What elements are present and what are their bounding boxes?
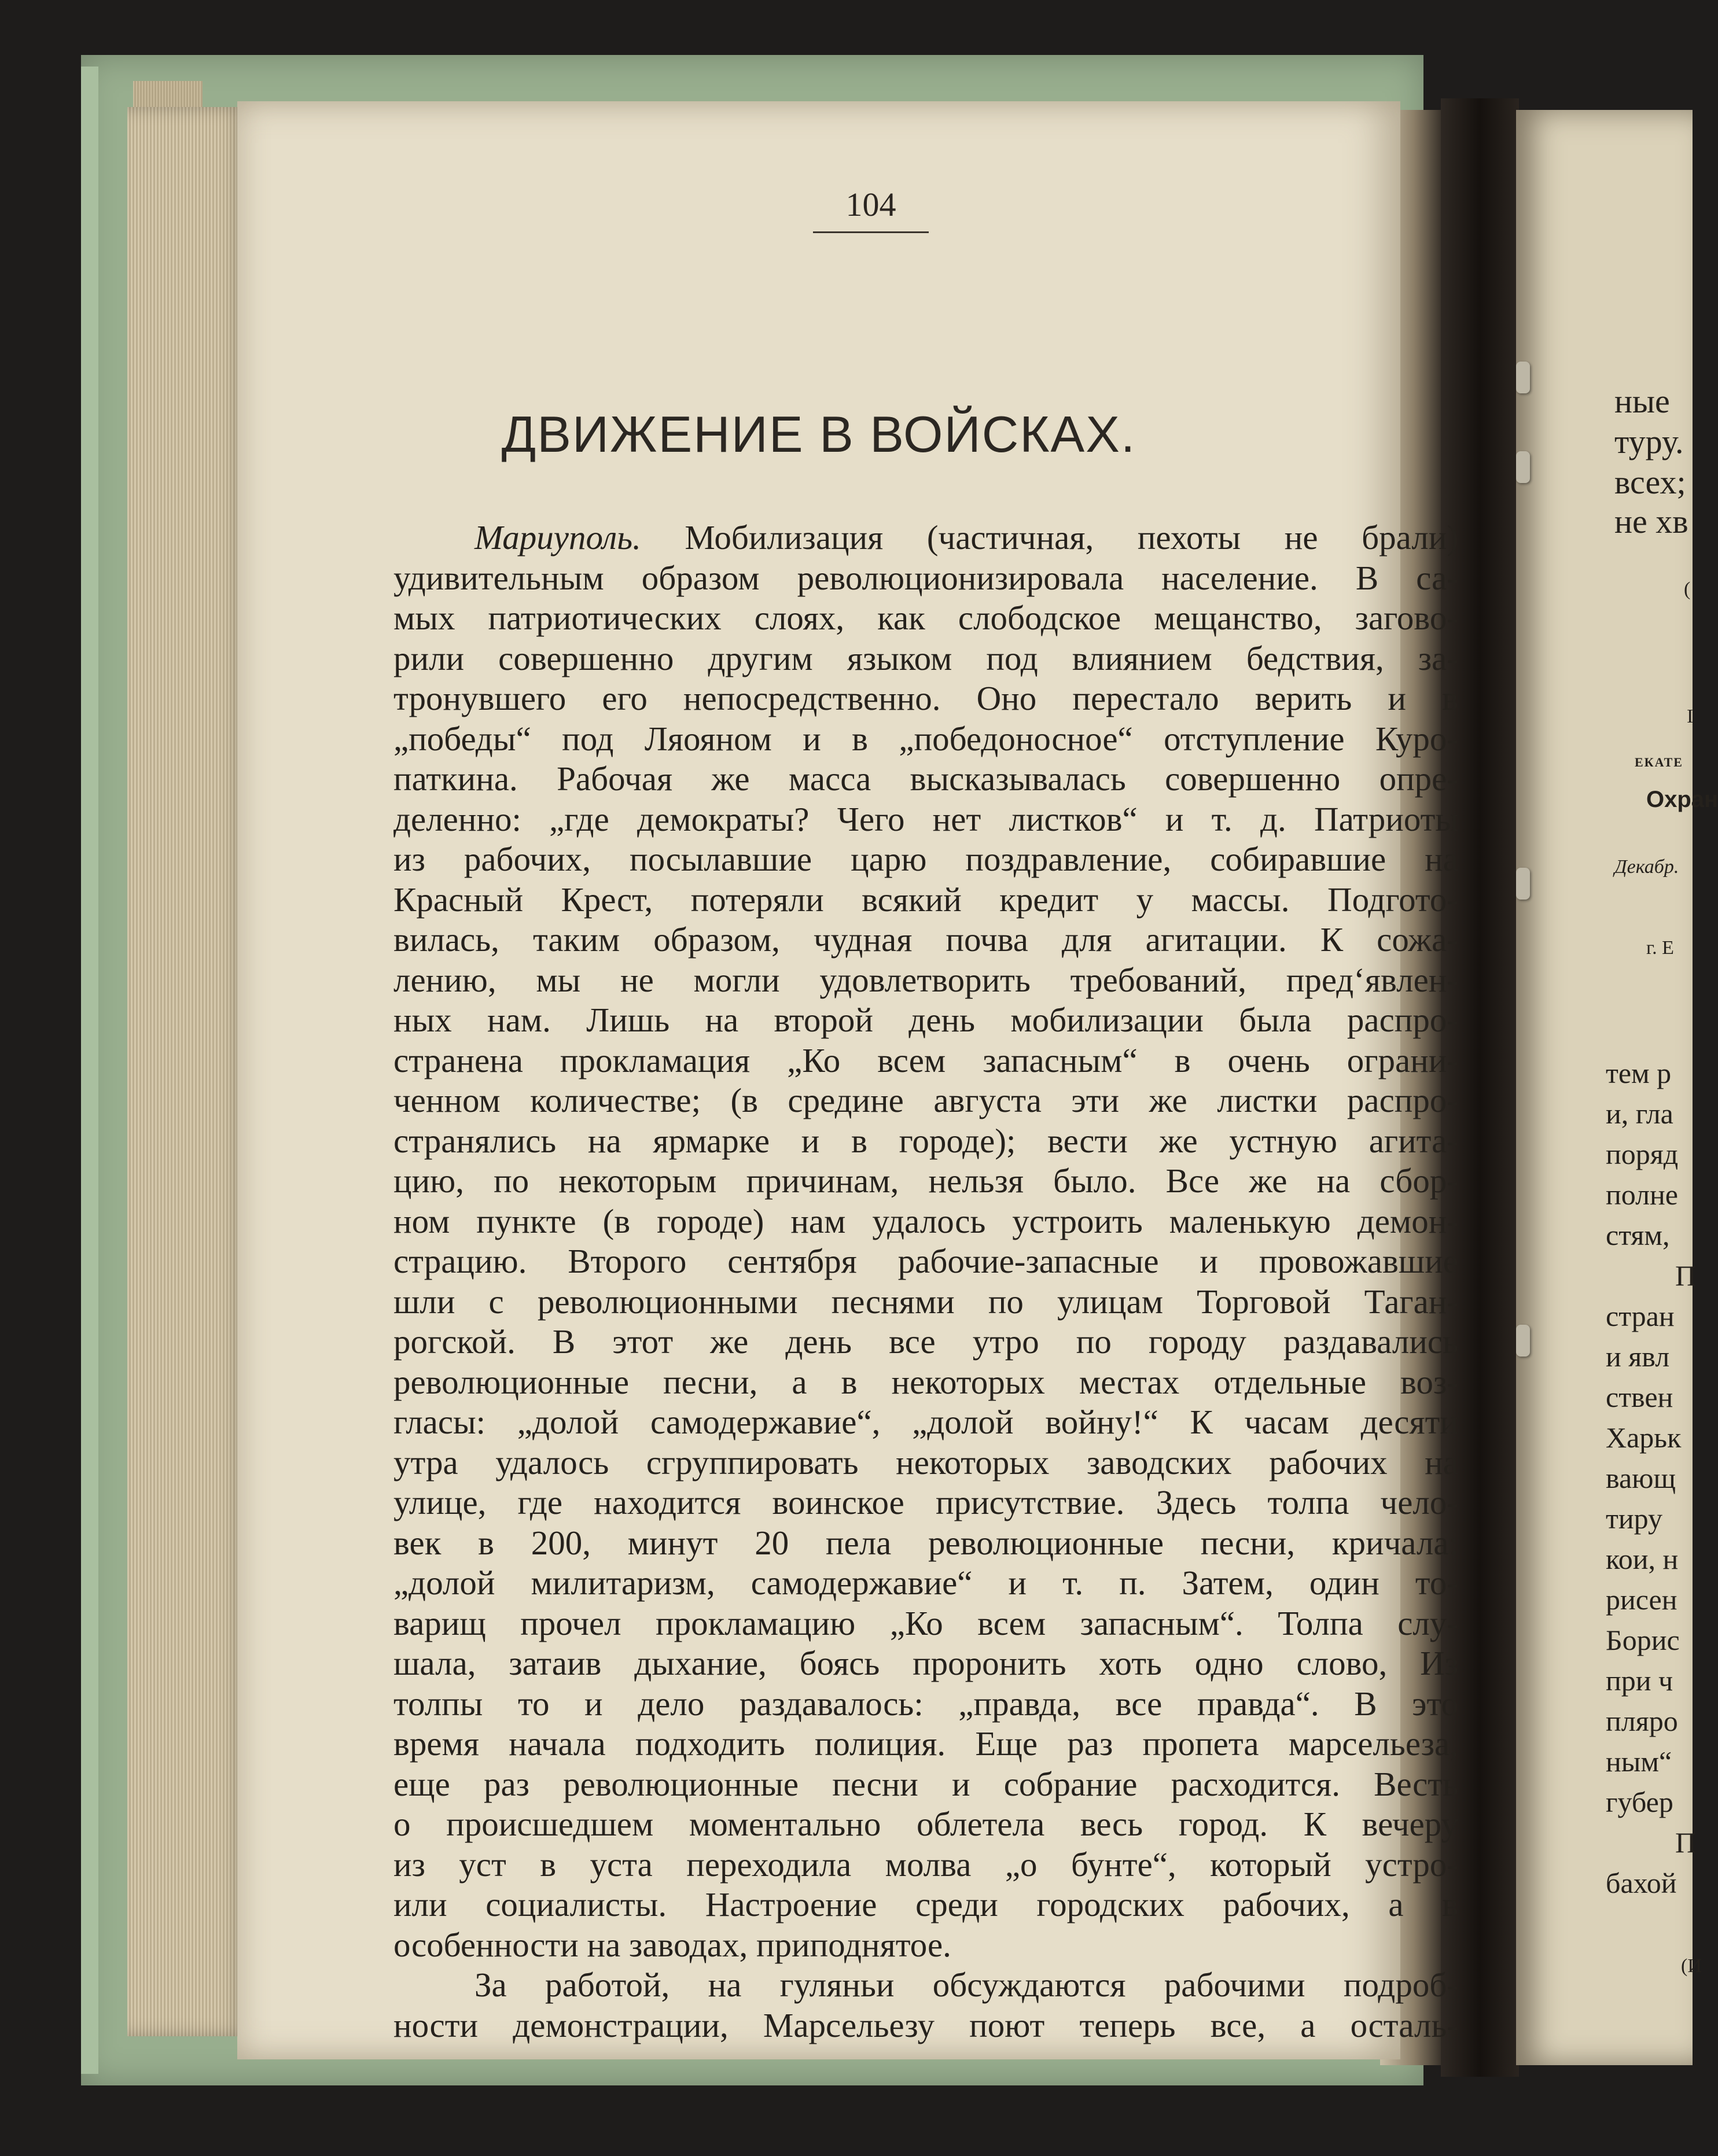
fragment-paren: ( [1684,578,1691,600]
section-title: ДВИЖЕНИЕ В ВОЙСКАХ. [501,406,1136,463]
fragment-smallcaps: ЕКАТЕ [1635,755,1683,769]
left-page [237,101,1458,2059]
text-line: тронувшего его непосредственно. Оно перестало верить и в [393,679,1458,717]
binding-clip [1516,868,1530,900]
fragment-column: тем р и, гла поряд полне стям, П стран и явл ствен Харьк вающ тиру кои, н рисен Борис при ч пляро ным“ губер П бахой [1606,1057,1697,1899]
binding-clip [1516,1325,1530,1357]
fragment-tick: I [1687,706,1694,727]
cover-edge [81,67,98,2074]
text-line: цию, по некоторым причинам, нельзя было. Все же на сбор- [393,1162,1458,1200]
text-line: о происшедшем моментально облетела весь город. К вечеру [393,1805,1458,1843]
page-number-rule [813,231,929,233]
text-line: гласы: „долой самодержавие“, „долой войну!“ К часам десяти [393,1403,1458,1441]
text-line: страцию. Второго сентября рабочие-запасные и провожавшие [393,1242,1458,1280]
text-line: век в 200, минут 20 пела революционные песни, кричала: [393,1523,1458,1562]
text-line: странена прокламация „Ко всем запасным“ в очень ограни- [393,1041,1458,1079]
text-line: вилась, таким образом, чудная почва для агитации. К сожа- [393,920,1458,959]
fragment-line: не хв [1614,503,1688,540]
fragment-bottom: (И [1681,1955,1702,1977]
text-line: из рабочих, посылавшие царю поздравление, собиравшие на [393,840,1458,878]
text-line: или социалисты. Настроение среди городских рабочих, а в [393,1885,1458,1923]
fragment-line: ные [1614,382,1670,420]
page-number: 104 [845,186,896,223]
text-line: варищ прочел прокламацию „Ко всем запасным“. Толпа слу- [393,1604,1458,1642]
text-line: шли с революционными песнями по улицам Торговой Таган- [393,1282,1458,1321]
text-line: „победы“ под Ляояном и в „победоносное“ отступление Куро- [393,719,1458,758]
body-text [393,518,1458,2046]
right-page-fragment [1516,110,1718,2065]
text-line: революционные песни, а в некоторых местах отдельные воз- [393,1362,1458,1401]
fragment-italic: Декабр. [1614,856,1679,878]
text-line: паткина. Рабочая же масса высказывалась совершенно опре- [393,760,1458,798]
binding-clip [1516,451,1530,483]
text-line: ных нам. Лишь на второй день мобилизации была распро- [393,1001,1458,1039]
text-line: лению, мы не могли удовлетворить требований, пред‘явлен- [393,960,1458,999]
text-line: время начала подходить полиция. Еще раз пропета марсельеза, [393,1724,1458,1763]
fragment-g: г. Е [1646,937,1674,959]
text-line: ности демонстрации, Марсельезу поют теперь все, а осталь- [393,2006,1458,2044]
binding-clip [1516,362,1530,393]
text-line: рили совершенно другим языком под влиянием бедствия, за- [393,639,1458,677]
text-line: улице, где находится воинское присутствие. Здесь толпа чело- [393,1483,1458,1521]
fragment-bold: Охран [1646,787,1718,812]
text-line: рогской. В этот же день все утро по городу раздавались [393,1322,1458,1361]
text-line: деленно: „где демократы? Чего нет листков“ и т. д. Патриоты [393,799,1458,838]
text-line: мых патриотических слоях, как слободское мещанство, загово- [393,599,1458,637]
text-line: шала, затаив дыхание, боясь проронить хоть одно слово, Из [393,1644,1458,1682]
text-line: утра удалось сгруппировать некоторых заводских рабочих на [393,1443,1458,1481]
text-line: „долой милитаризм, самодержавие“ и т. п. Затем, один то- [393,1564,1458,1602]
text-line: странялись на ярмарке и в городе); вести же устную агита- [393,1121,1458,1160]
fragment-line: всех; [1614,463,1686,501]
text-line: За работой, на гуляньи обсуждаются рабочими подроб- [474,1966,1458,2004]
text-line: Мариуполь. Мобилизация (частичная, пехоты не брали) [474,518,1458,556]
fragment-line: туру. [1614,423,1684,460]
text-line: еще раз революционные песни и собрание расходится. Весть [393,1764,1458,1803]
text-line: из уст в уста переходила молва „о бунте“, который устро- [393,1845,1458,1884]
text-line: удивительным образом революционизировала население. В са- [393,558,1458,597]
text-line: ченном количестве; (в средине августа эти же листки распро- [393,1081,1458,1119]
place-name: Мариуполь. [474,518,641,556]
page-edges-stack [127,107,249,2036]
text-line: толпы то и дело раздавалось: „правда, все правда“. В это [393,1684,1458,1723]
text-line: Красный Крест, потеряли всякий кредит у массы. Подгото- [393,880,1458,919]
text-line: особенности на заводах, приподнятое. [393,1925,951,1964]
text-line: ном пункте (в городе) нам удалось устроить маленькую демон- [393,1202,1458,1240]
